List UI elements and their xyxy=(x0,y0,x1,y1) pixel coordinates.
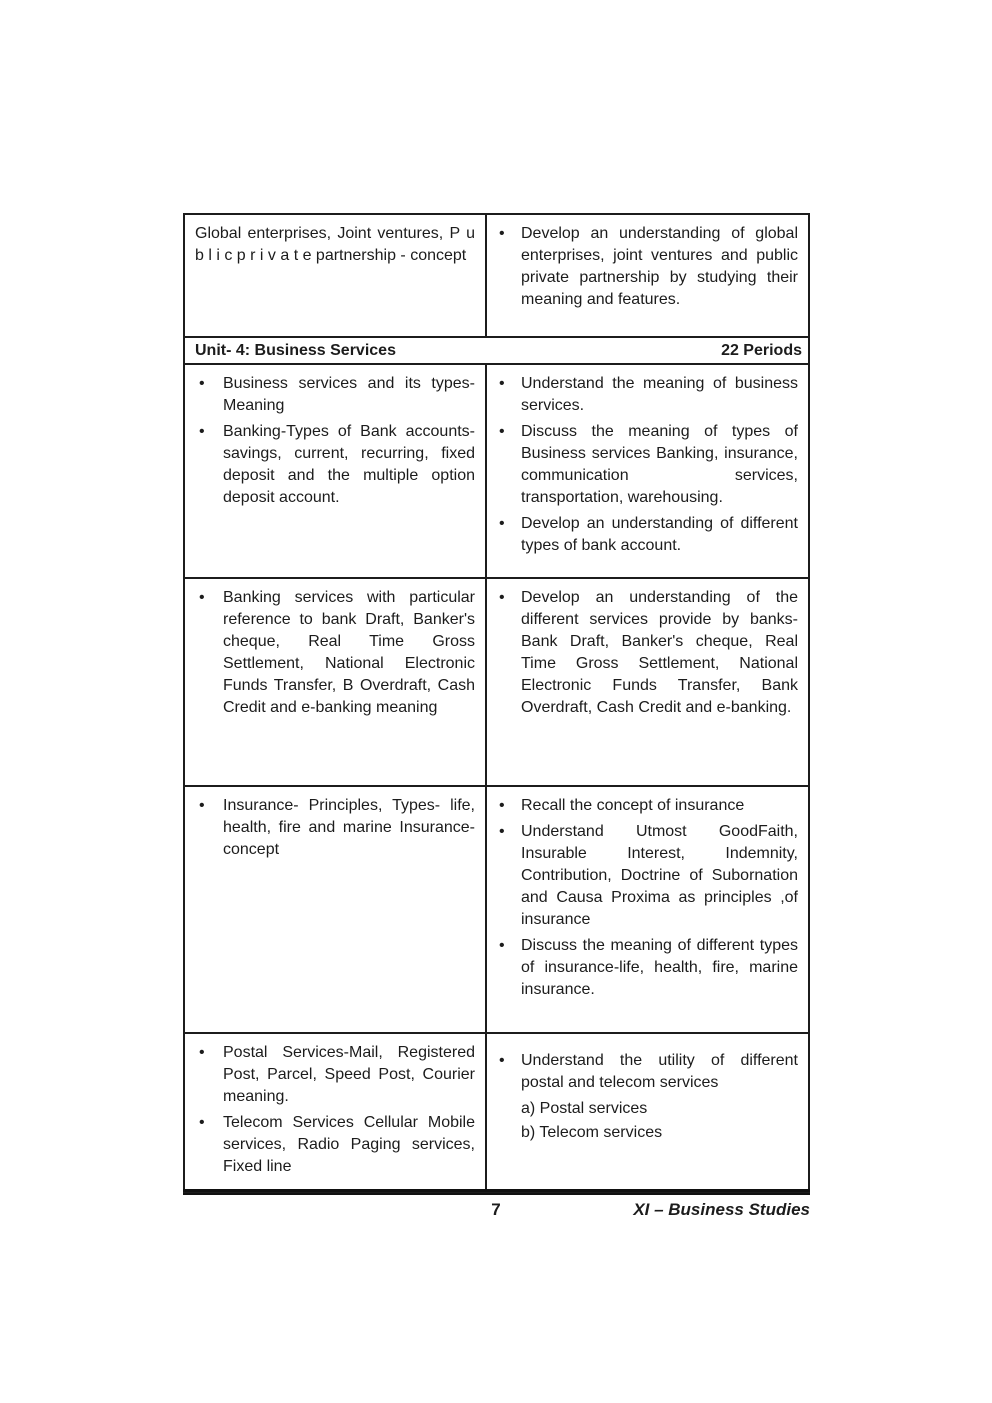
outcome-subitem: b) Telecom services xyxy=(521,1124,663,1141)
unit-title: Unit- 4: Business Services xyxy=(195,342,396,359)
outcome-cell xyxy=(487,1034,808,1192)
topic-bullet: • Banking services with particular reference to bank Draft, Banker's cheque, Real Time Gross Settlement, National Electronic Funds Transfer, B Overdraft, Cash Credit and e-banking meaning xyxy=(189,587,477,719)
outcome-bullet: • Discuss the meaning of different types of insurance-life, health, fire, marine insurance. xyxy=(491,935,800,1001)
outcome-cell xyxy=(487,787,808,1032)
topic-bullet: • Insurance- Principles, Types- life, health, fire and marine Insurance-concept xyxy=(189,795,477,861)
page-number: 7 xyxy=(491,1200,501,1219)
topic-cell xyxy=(185,787,487,1032)
outcome-bullet: • Develop an understanding of the different services provide by banks-Bank Draft, Banker's cheque, Real Time Gross Settlement, National Electronic Funds Transfer, Bank Overdraft, Cash Credit and e-banking. xyxy=(491,587,800,719)
footer-title: XI – Business Studies xyxy=(633,1200,810,1219)
outcome-bullet: • Develop an understanding of global enterprises, joint ventures and public private partnership by studying their meaning and features. xyxy=(491,223,800,311)
outcome-cell xyxy=(487,365,808,577)
outcome-bullet: • Understand Utmost GoodFaith, Insurable Interest, Indemnity, Contribution, Doctrine of Subornation and Causa Proxima as principles ,of insurance xyxy=(491,821,800,931)
topic-bullet: • Business services and its types-Meaning xyxy=(189,373,477,417)
unit-header-row xyxy=(185,338,808,365)
topic-cell xyxy=(185,365,487,577)
table-row xyxy=(185,579,808,787)
outcome-bullet: • Develop an understanding of different types of bank account. xyxy=(491,513,800,557)
footer-rule xyxy=(183,1189,810,1195)
table-row xyxy=(185,215,808,338)
table-row xyxy=(185,787,808,1034)
outcome-bullet: • Understand the meaning of business services. xyxy=(491,373,800,417)
outcome-bullet: • Discuss the meaning of types of Business services Banking, insurance, communication services, transportation, warehousing. xyxy=(491,421,800,509)
topic-text: Global enterprises, Joint ventures, P u b l i c p r i v a t e partnership - concept xyxy=(195,225,475,264)
outcome-bullet: • Recall the concept of insurance xyxy=(491,795,800,817)
topic-cell xyxy=(185,579,487,785)
topic-bullet: • Postal Services-Mail, Registered Post, Parcel, Speed Post, Courier meaning. xyxy=(189,1042,477,1108)
outcome-cell xyxy=(487,215,808,336)
outcome-subitem: a) Postal services xyxy=(521,1100,648,1117)
outcome-bullet: • Understand the utility of different postal and telecom services xyxy=(491,1050,800,1094)
topic-cell xyxy=(185,215,487,336)
unit-periods: 22 Periods xyxy=(721,342,802,359)
syllabus-table xyxy=(183,213,810,1194)
table-row xyxy=(185,1034,808,1192)
topic-cell xyxy=(185,1034,487,1192)
topic-bullet: • Banking-Types of Bank accounts-savings, current, recurring, fixed deposit and the multiple option deposit account. xyxy=(189,421,477,509)
outcome-cell xyxy=(487,579,808,785)
topic-bullet: • Telecom Services Cellular Mobile services, Radio Paging services, Fixed line xyxy=(189,1112,477,1178)
table-row xyxy=(185,365,808,579)
